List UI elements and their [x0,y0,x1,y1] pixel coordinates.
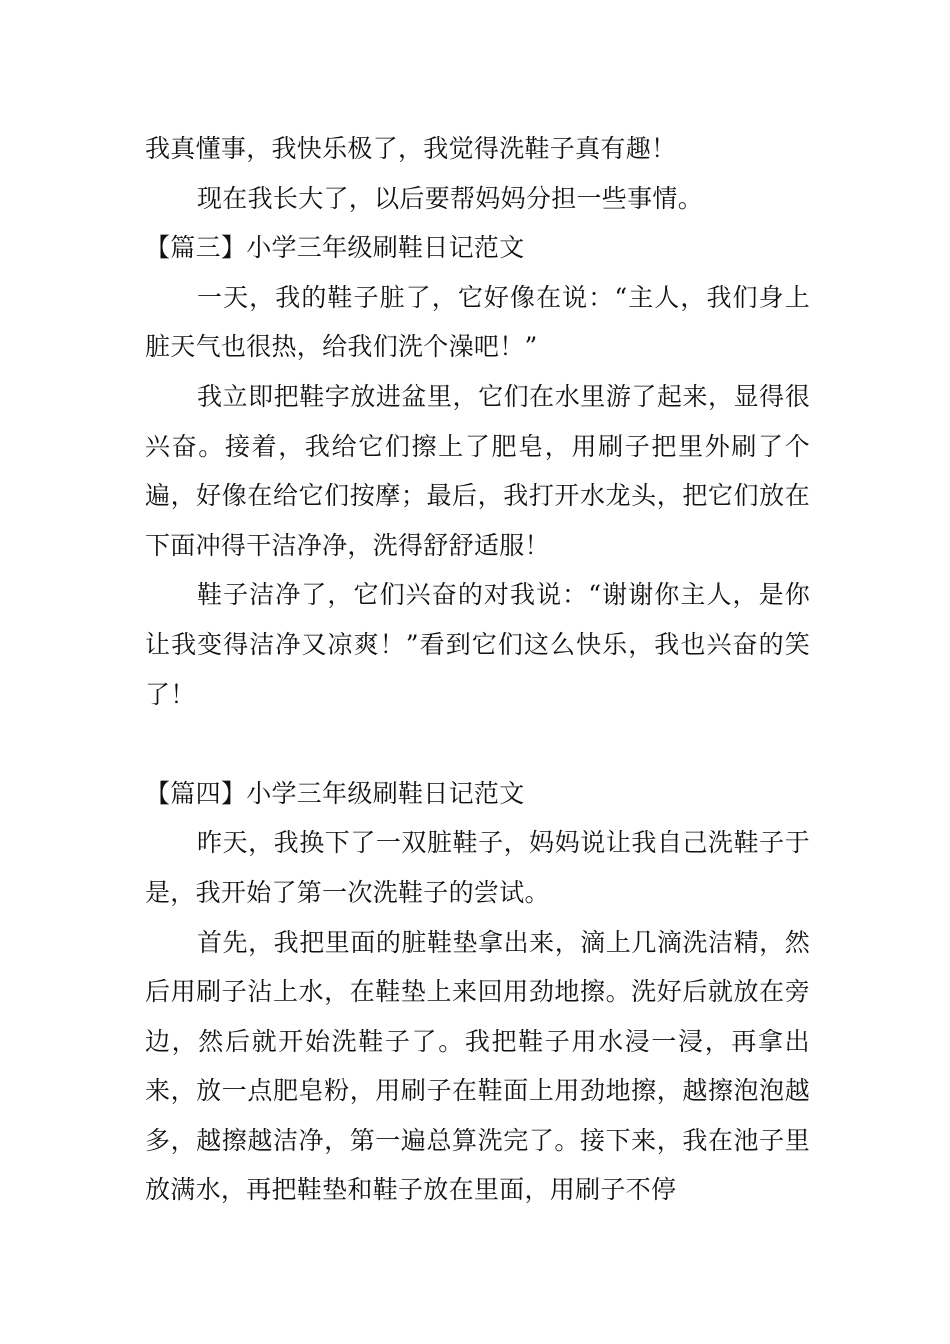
paragraph: 首先，我把里面的脏鞋垫拿出来，滴上几滴洗洁精，然后用刷子沾上水，在鞋垫上来回用劲地擦。洗好后就放在旁边，然后就开始洗鞋子了。我把鞋子用水浸一浸，再拿出来，放一点肥皂粉，用刷子在鞋面上用劲地擦，越擦泡泡越多，越擦越洁净，第一遍总算洗完了。接下来，我在池子里放满水，再把鞋垫和鞋子放在里面，用刷子不停 [145,927,810,1205]
blank-line [145,719,810,769]
section-heading-4: 【篇四】小学三年级刷鞋日记范文 [145,778,525,808]
paragraph: 我立即把鞋字放进盆里，它们在水里游了起来，显得很兴奋。接着，我给它们擦上了肥皂，用刷子把里外刷了个遍，好像在给它们按摩；最后，我打开水龙头，把它们放在下面冲得干洁净净，洗得舒舒适服！ [145,381,810,560]
paragraph: 一天，我的鞋子脏了，它好像在说：“主人，我们身上脏天气也很热，给我们洗个澡吧！” [145,282,810,362]
paragraph-continuation: 我真懂事，我快乐极了，我觉得洗鞋子真有趣！ [145,134,677,163]
paragraph: 昨天，我换下了一双脏鞋子，妈妈说让我自己洗鞋子于是，我开始了第一次洗鞋子的尝试。 [145,828,810,907]
article-body [145,124,810,1215]
paragraph: 鞋子洁净了，它们兴奋的对我说：“谢谢你主人，是你让我变得洁净又凉爽！”看到它们这么快乐，我也兴奋的笑了！ [145,580,810,709]
section-heading-3: 【篇三】小学三年级刷鞋日记范文 [145,233,525,263]
paragraph: 现在我长大了，以后要帮妈妈分担一些事情。 [197,183,704,213]
